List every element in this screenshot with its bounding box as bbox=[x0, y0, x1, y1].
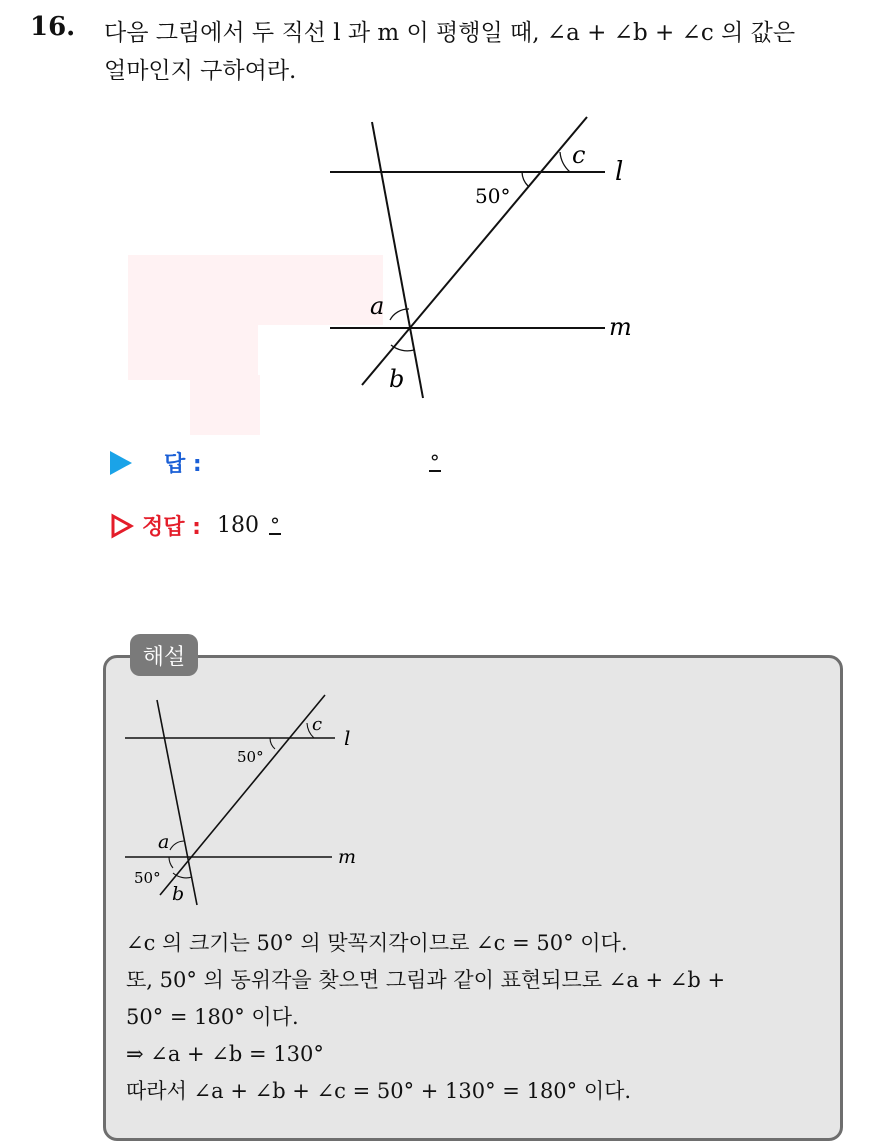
solution-line: ⇒ ∠a + ∠b = 130° bbox=[126, 1042, 324, 1066]
correct-label: 정답 : bbox=[142, 515, 201, 540]
answer-label: 답 : bbox=[164, 452, 202, 477]
sol-label-b: b bbox=[172, 883, 185, 905]
label-b: b bbox=[389, 365, 405, 393]
correct-value: 180 bbox=[216, 513, 259, 538]
sol-transversal-diagonal bbox=[160, 695, 325, 895]
sol-arc-50-bottom bbox=[169, 857, 173, 868]
arc-c bbox=[560, 152, 570, 172]
question-line-1: 다음 그림에서 두 직선 l 과 m 이 평행일 때, ∠a + ∠b + ∠c 의 값은 bbox=[104, 20, 796, 46]
correct-row bbox=[110, 510, 281, 541]
label-l: l bbox=[615, 157, 624, 187]
question-text bbox=[104, 14, 874, 90]
label-50: 50° bbox=[475, 184, 511, 208]
sol-arc-50-top bbox=[270, 738, 275, 749]
label-a: a bbox=[370, 292, 385, 320]
label-c: c bbox=[572, 141, 586, 169]
correct-unit: ° bbox=[269, 512, 280, 537]
sol-label-50-top: 50° bbox=[237, 748, 264, 766]
sol-arc-b bbox=[173, 873, 192, 878]
sol-label-a: a bbox=[158, 831, 170, 853]
question-figure bbox=[320, 110, 650, 410]
sol-label-50-bottom: 50° bbox=[134, 869, 161, 887]
sol-arc-a bbox=[170, 841, 184, 850]
sol-label-c: c bbox=[312, 714, 323, 735]
transversal-steep bbox=[372, 122, 423, 398]
outline-triangle-icon bbox=[110, 513, 134, 539]
question-number: 16. bbox=[30, 12, 76, 42]
answer-unit: ° bbox=[429, 449, 440, 474]
solution-text bbox=[126, 925, 834, 1110]
label-m: m bbox=[609, 313, 632, 341]
question-line-2: 얼마인지 구하여라. bbox=[104, 58, 297, 84]
solution-line: 또, 50° 의 동위각을 찾으면 그림과 같이 표현되므로 ∠a + ∠b + bbox=[126, 968, 726, 992]
solution-line: 따라서 ∠a + ∠b + ∠c = 50° + 130° = 180° 이다. bbox=[126, 1079, 632, 1103]
solution-line: 50° = 180° 이다. bbox=[126, 1005, 299, 1029]
watermark-block bbox=[128, 320, 258, 380]
arc-50 bbox=[522, 172, 528, 186]
watermark-block bbox=[190, 375, 260, 435]
sol-label-l: l bbox=[344, 726, 351, 750]
solution-figure bbox=[120, 690, 370, 910]
answer-row bbox=[110, 447, 441, 478]
solution-tag: 해설 bbox=[130, 634, 198, 676]
play-triangle-icon bbox=[110, 451, 132, 475]
solution-line: ∠c 의 크기는 50° 의 맞꼭지각이므로 ∠c = 50° 이다. bbox=[126, 931, 628, 955]
sol-label-m: m bbox=[338, 846, 357, 868]
